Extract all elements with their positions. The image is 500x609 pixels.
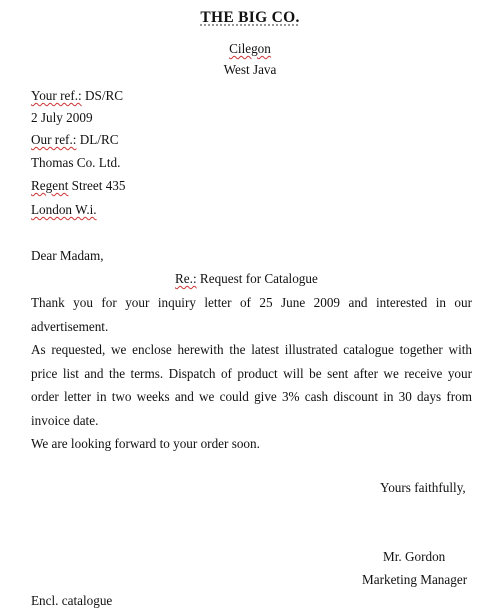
enclosure-note: Encl. catalogue xyxy=(31,593,113,608)
your-ref-line xyxy=(31,88,123,104)
recipient-name: Thomas Co. Ltd. xyxy=(31,155,121,170)
recipient-street xyxy=(31,178,126,194)
our-ref-value: DL/RC xyxy=(79,132,119,147)
letter-date: 2 July 2009 xyxy=(31,110,93,125)
letterhead-region-line xyxy=(0,62,500,78)
recipient-city: London W.i. xyxy=(31,202,97,217)
letterhead-region: West Java xyxy=(223,62,277,77)
signer-name: Mr. Gordon xyxy=(383,549,446,564)
subject-label: Re.: xyxy=(175,271,197,286)
body-paragraph-2: As requested, we enclose herewith the latest illustrated catalogue together with price list and the terms. Dispatch of product will be sent after we receive your order letter in two weeks and we could give 3% cash discount in 30 days from invoice date. xyxy=(31,342,472,428)
letterhead xyxy=(0,10,500,26)
salutation: Dear Madam, xyxy=(31,248,104,263)
letterhead-city: Cilegon xyxy=(229,41,271,56)
your-ref-value: DS/RC xyxy=(84,88,124,103)
company-name: THE BIG CO. xyxy=(200,9,300,26)
body-paragraph-3: We are looking forward to your order soon. xyxy=(31,436,260,451)
your-ref-label: Your ref.: xyxy=(31,88,82,103)
signer-title: Marketing Manager xyxy=(362,572,468,587)
subject-line xyxy=(175,271,318,287)
letterhead-city-line xyxy=(0,41,500,57)
our-ref-line xyxy=(31,132,119,148)
valediction: Yours faithfully, xyxy=(380,480,466,495)
body-paragraph-1: Thank you for your inquiry letter of 25 June 2009 and interested in our advertisement. xyxy=(31,295,472,334)
our-ref-label: Our ref.: xyxy=(31,132,77,147)
recipient-street-name: Regent xyxy=(31,178,69,193)
recipient-street-rest: Street 435 xyxy=(71,178,126,193)
recipient-city-line xyxy=(31,202,97,218)
subject-text: Request for Catalogue xyxy=(199,271,318,286)
